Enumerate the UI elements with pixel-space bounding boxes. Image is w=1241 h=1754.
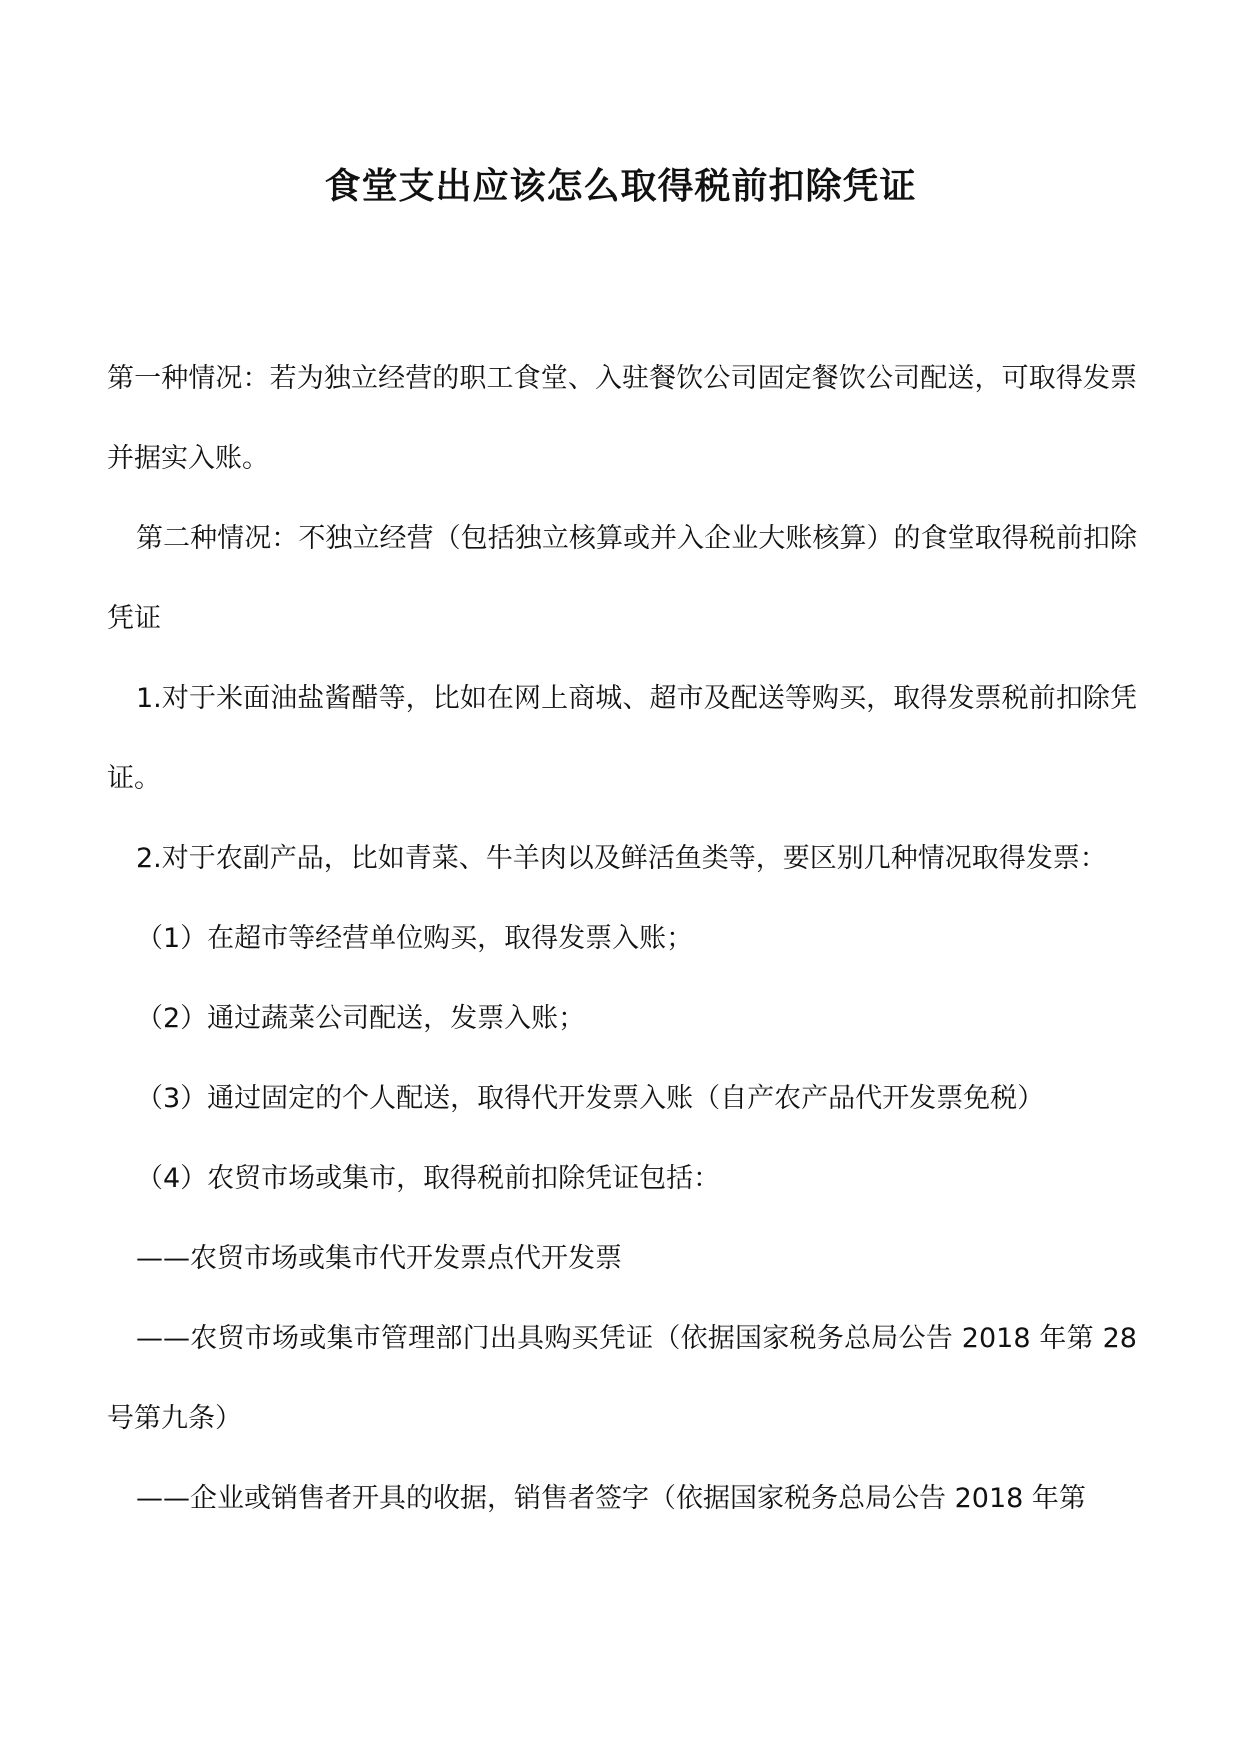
paragraph-case-2: 第二种情况：不独立经营（包括独立核算或并入企业大账核算）的食堂取得税前扣除凭证 <box>107 523 1137 634</box>
document-title: 食堂支出应该怎么取得税前扣除凭证 <box>324 165 917 207</box>
paragraph-subitem-1: （1）在超市等经营单位购买，取得发票入账； <box>136 923 694 954</box>
paragraph-subitem-4: （4）农贸市场或集市，取得税前扣除凭证包括： <box>136 1163 721 1194</box>
document-body <box>107 339 1137 1539</box>
paragraph-case-1: 第一种情况：若为独立经营的职工食堂、入驻餐饮公司固定餐饮公司配送，可取得发票并据实入账。 <box>107 363 1137 474</box>
paragraph-dash-1: ——农贸市场或集市代开发票点代开发票 <box>136 1243 622 1274</box>
paragraph-dash-2: ——农贸市场或集市管理部门出具购买凭证（依据国家税务总局公告 2018 年第 28 号第九条） <box>107 1323 1137 1434</box>
paragraph-item-2: 2.对于农副产品，比如青菜、牛羊肉以及鲜活鱼类等，要区别几种情况取得发票： <box>136 843 1107 874</box>
paragraph-dash-3: ——企业或销售者开具的收据，销售者签字（依据国家税务总局公告 2018 年第 <box>136 1483 1086 1514</box>
paragraph-subitem-2: （2）通过蔬菜公司配送，发票入账； <box>136 1003 586 1034</box>
paragraph-subitem-3: （3）通过固定的个人配送，取得代开发票入账（自产农产品代开发票免税） <box>136 1083 1045 1114</box>
paragraph-item-1: 1.对于米面油盐酱醋等，比如在网上商城、超市及配送等购买，取得发票税前扣除凭证。 <box>107 683 1137 794</box>
